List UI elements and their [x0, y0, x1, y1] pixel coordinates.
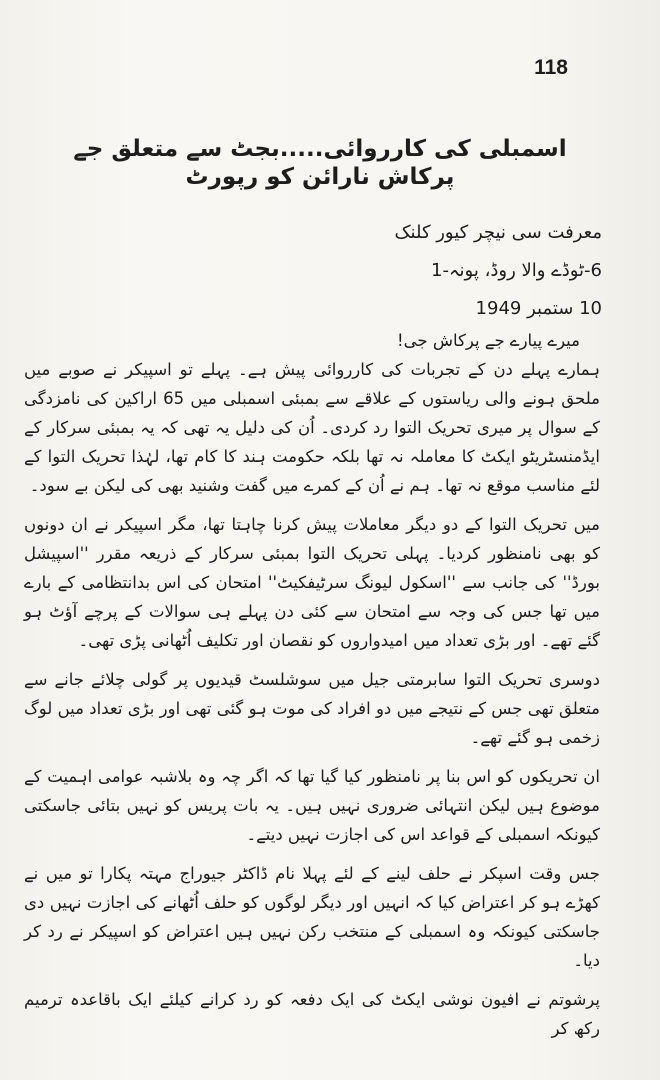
paragraph: دوسری تحریک التوا سابرمتی جیل میں سوشلسٹ قیدیوں پر گولی چلائے جانے سے متعلق تھی جس کے نتیجے میں دو افراد کی موت ہو گئی تھی اور بڑی تعداد میں لوگ زخمی ہو گئے تھے۔ [24, 670, 600, 747]
paragraph: ہمارے پہلے دن کے تجربات کی کارروائی پیش ہے۔ پہلے تو اسپیکر نے صوبے میں ملحق ہونے والی ریاستوں کے علاقے سے بمبئی اسمبلی میں 65 اراکین کی نامزدگی کے سوال پر میری تحریک التوا رد کردی۔ اُن کی دلیل یہ تھی کہ یہ بمبئی سرکار کے ایڈمنسٹریٹو ایکٹ کا معاملہ نہ تھا بلکہ حکومت ہند کا کام تھا، لہٰذا تحریک التوا کے لئے مناسب موقع نہ تھا۔ ہم نے اُن کے کمرے میں گفت وشنید بھی کی لیکن بے سود۔ [24, 360, 600, 495]
paragraph: پرشوتم نے افیون نوشی ایکٹ کی ایک دفعہ کو رد کرانے کیلئے ایک باقاعدہ ترمیم رکھ کر [24, 990, 600, 1038]
letter-body [24, 326, 600, 1043]
sender-address-line: 6-ٹوڈے والا روڈ، پونہ-1 [431, 260, 602, 281]
sender-address-line: معرفت سی نیچر کیور کلنک [394, 222, 602, 243]
paragraph: میں تحریک التوا کے دو دیگر معاملات پیش کرنا چاہتا تھا، مگر اسپیکر نے ان دونوں کو بھی نامنظور کردیا۔ پہلی تحریک التوا بمبئی سرکار کے ذریعہ مقرر ''اسپیشل بورڈ'' کی جانب سے ''اسکول لیونگ سرٹیفکیٹ'' امتحان کی اس بدانتظامی کے بارے میں تھا جس کی وجہ سے امتحان سے کئی دن پہلے ہی سوالات کے پرچے آؤٹ ہو گئے تھے۔ اور بڑی تعداد میں امیدواروں کو نقصان اور تکلیف اُٹھانی پڑی تھی۔ [24, 515, 600, 650]
letter-date: 10 ستمبر 1949 [475, 298, 602, 319]
paragraph: جس وقت اسپکر نے حلف لینے کے لئے پہلا نام ڈاکٹر جیوراج مہتہ پکارا تو میں نے کھڑے ہو کر اعتراض کیا کہ انہیں اور دیگر لوگوں کو حلف اُٹھانے کی اجازت نہیں دی جاسکتی کیونکہ وہ اسمبلی کے منتخب رکن نہیں ہیں اعتراض کو اسپیکر نے رد کر دیا۔ [24, 864, 600, 970]
sender-block [394, 214, 602, 328]
page-number: 118 [534, 56, 568, 79]
salutation: میرے پیارے جے پرکاش جی! [397, 331, 580, 350]
chapter-title: اسمبلی کی کارروائی.....بجٹ سے متعلق جے پرکاش نارائن کو رپورٹ [73, 136, 567, 190]
paragraph: ان تحریکوں کو اس بنا پر نامنظور کیا گیا تھا کہ اگر چہ وہ بلاشبہ عوامی اہمیت کے موضوع ہیں لیکن انتہائی ضروری نہیں ہیں۔ یہ بات پریس کو نہیں بتائی جاسکتی کیونکہ اسمبلی کے قواعد اس کی اجازت نہیں دیتے۔ [24, 767, 600, 844]
